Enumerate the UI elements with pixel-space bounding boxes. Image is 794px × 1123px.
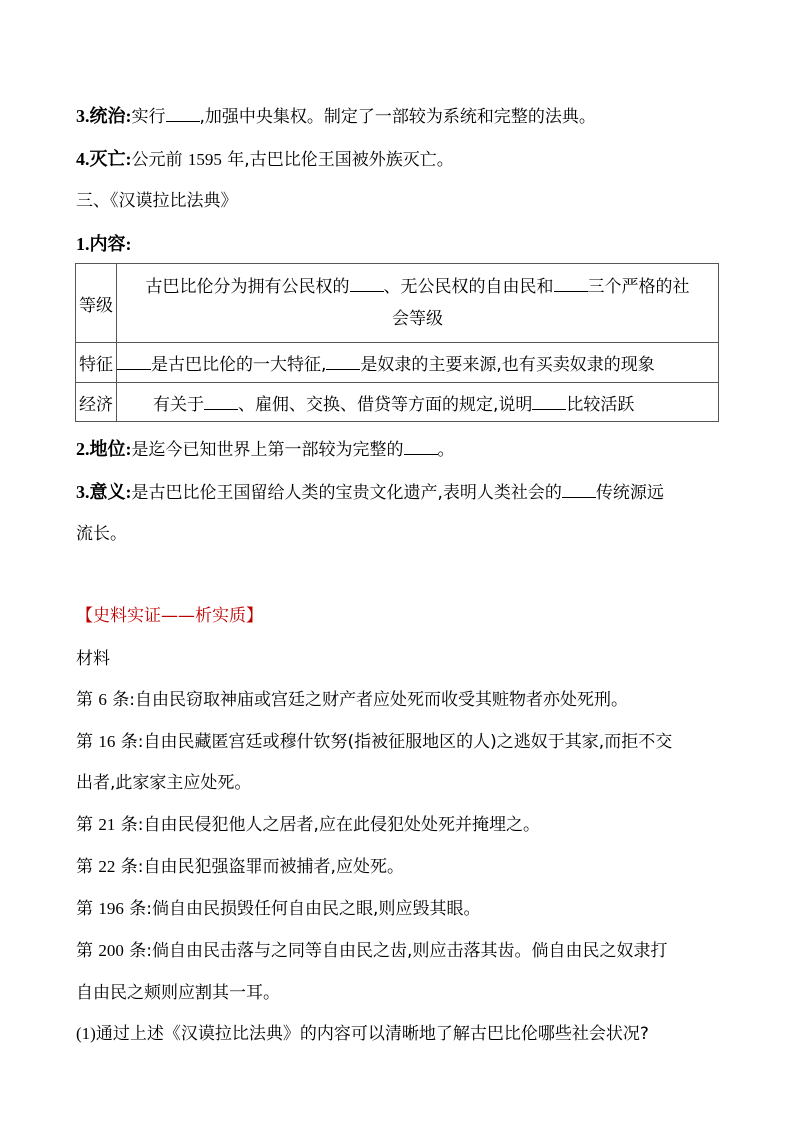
article-prefix: 第 xyxy=(76,690,99,710)
article-prefix: 第 xyxy=(76,941,99,961)
article-number: 196 xyxy=(98,899,124,918)
content-heading: 1.内容: xyxy=(76,234,132,254)
article-text: 条:自由民犯强盗罪而被捕者,应处死。 xyxy=(115,857,404,877)
row-label-class: 等级 xyxy=(76,264,117,343)
economy-text-b: 、雇佣、交换、借贷等方面的规定,说明 xyxy=(238,394,533,415)
article-text: 条:自由民侵犯他人之居者,应在此侵犯处处死并掩埋之。 xyxy=(115,815,540,835)
blank xyxy=(562,481,596,498)
article-number: 21 xyxy=(98,815,116,834)
blank xyxy=(117,353,151,370)
article-number: 22 xyxy=(98,857,116,876)
rule-label: 3.统治: xyxy=(76,106,132,126)
article-text: 条:倘自由民击落与之同等自由民之齿,则应击落其齿。倘自由民之奴隶打 xyxy=(123,941,668,961)
status-text-a: 是迄今已知世界上第一部较为完整的 xyxy=(131,440,404,460)
section-4-fall xyxy=(76,148,454,171)
blank xyxy=(166,105,200,122)
meaning-label: 3.意义: xyxy=(76,482,132,502)
article-prefix: 第 xyxy=(76,899,99,919)
article-22 xyxy=(76,856,404,878)
article-6 xyxy=(76,689,628,711)
economy-text-a: 有关于 xyxy=(153,394,204,415)
article-prefix: 第 xyxy=(76,732,99,752)
feature-text-a: 是古巴比伦的一大特征, xyxy=(151,355,327,375)
row-content-feature xyxy=(117,343,719,383)
table-row-feature xyxy=(76,343,719,383)
blank xyxy=(532,393,566,410)
fall-text-b: 年,古巴比伦王国被外族灭亡。 xyxy=(221,150,454,170)
class-text-a: 古巴比伦分为拥有公民权的 xyxy=(145,277,350,297)
row-content-class xyxy=(117,264,719,343)
row-label-economy: 经济 xyxy=(76,383,117,422)
article-prefix: 第 xyxy=(76,815,99,835)
table-row-economy xyxy=(76,383,719,422)
code-content-table xyxy=(75,263,719,422)
rule-text-b: ,加强中央集权。制定了一部较为系统和完整的法典。 xyxy=(199,107,596,127)
rule-text-a: 实行 xyxy=(131,107,166,127)
row-content-economy xyxy=(117,383,719,422)
fall-year: 1595 xyxy=(187,150,222,169)
blank xyxy=(404,438,438,455)
article-200 xyxy=(76,940,667,962)
table-row-class xyxy=(76,264,719,343)
article-200-line-2: 自由民之颊则应割其一耳。 xyxy=(76,983,280,1003)
material-label: 材料 xyxy=(76,649,110,669)
article-21 xyxy=(76,814,540,836)
article-number: 6 xyxy=(98,690,107,709)
class-text-line2: 会等级 xyxy=(392,309,443,329)
status-label: 2.地位: xyxy=(76,439,132,459)
fall-text-a: 公元前 xyxy=(131,150,188,170)
blank xyxy=(204,393,238,410)
class-text-b: 、无公民权的自由民和 xyxy=(383,277,554,297)
article-number: 16 xyxy=(98,732,116,751)
economy-text-c: 比较活跃 xyxy=(566,394,635,415)
article-16-line-2: 出者,此家家主应处死。 xyxy=(76,773,252,793)
meaning-text-b: 传统源远 xyxy=(595,483,664,503)
blank xyxy=(350,275,384,292)
meaning-line-2: 流长。 xyxy=(76,524,127,544)
section-3-rule xyxy=(76,105,596,128)
meaning-line xyxy=(76,481,664,504)
feature-text-b: 是奴隶的主要来源,也有买卖奴隶的现象 xyxy=(360,355,655,375)
status-line xyxy=(76,438,455,461)
section-3-title: 三、《汉谟拉比法典》 xyxy=(76,191,238,211)
meaning-text-a: 是古巴比伦王国留给人类的宝贵文化遗产,表明人类社会的 xyxy=(131,483,562,503)
article-number: 200 xyxy=(98,941,124,960)
fall-label: 4.灭亡: xyxy=(76,149,132,169)
question-text: 通过上述《汉谟拉比法典》的内容可以清晰地了解古巴比伦哪些社会状况? xyxy=(95,1024,649,1044)
status-text-b: 。 xyxy=(437,440,455,460)
section-header: 【史料实证——析实质】 xyxy=(76,606,263,626)
article-16 xyxy=(76,731,672,753)
class-text-c: 三个严格的社 xyxy=(587,277,690,297)
article-text: 条:倘自由民损毁任何自由民之眼,则应毁其眼。 xyxy=(123,899,481,919)
question-number: (1) xyxy=(76,1024,96,1043)
question-1 xyxy=(76,1023,649,1045)
blank xyxy=(554,275,588,292)
article-prefix: 第 xyxy=(76,857,99,877)
blank xyxy=(326,353,360,370)
article-text: 条:自由民藏匿宫廷或穆什钦努(指被征服地区的人)之逃奴于其家,而拒不交 xyxy=(115,732,673,752)
article-196 xyxy=(76,898,480,920)
article-text: 条:自由民窃取神庙或宫廷之财产者应处死而收受其赃物者亦处死刑。 xyxy=(106,690,629,710)
row-label-feature: 特征 xyxy=(76,343,117,383)
